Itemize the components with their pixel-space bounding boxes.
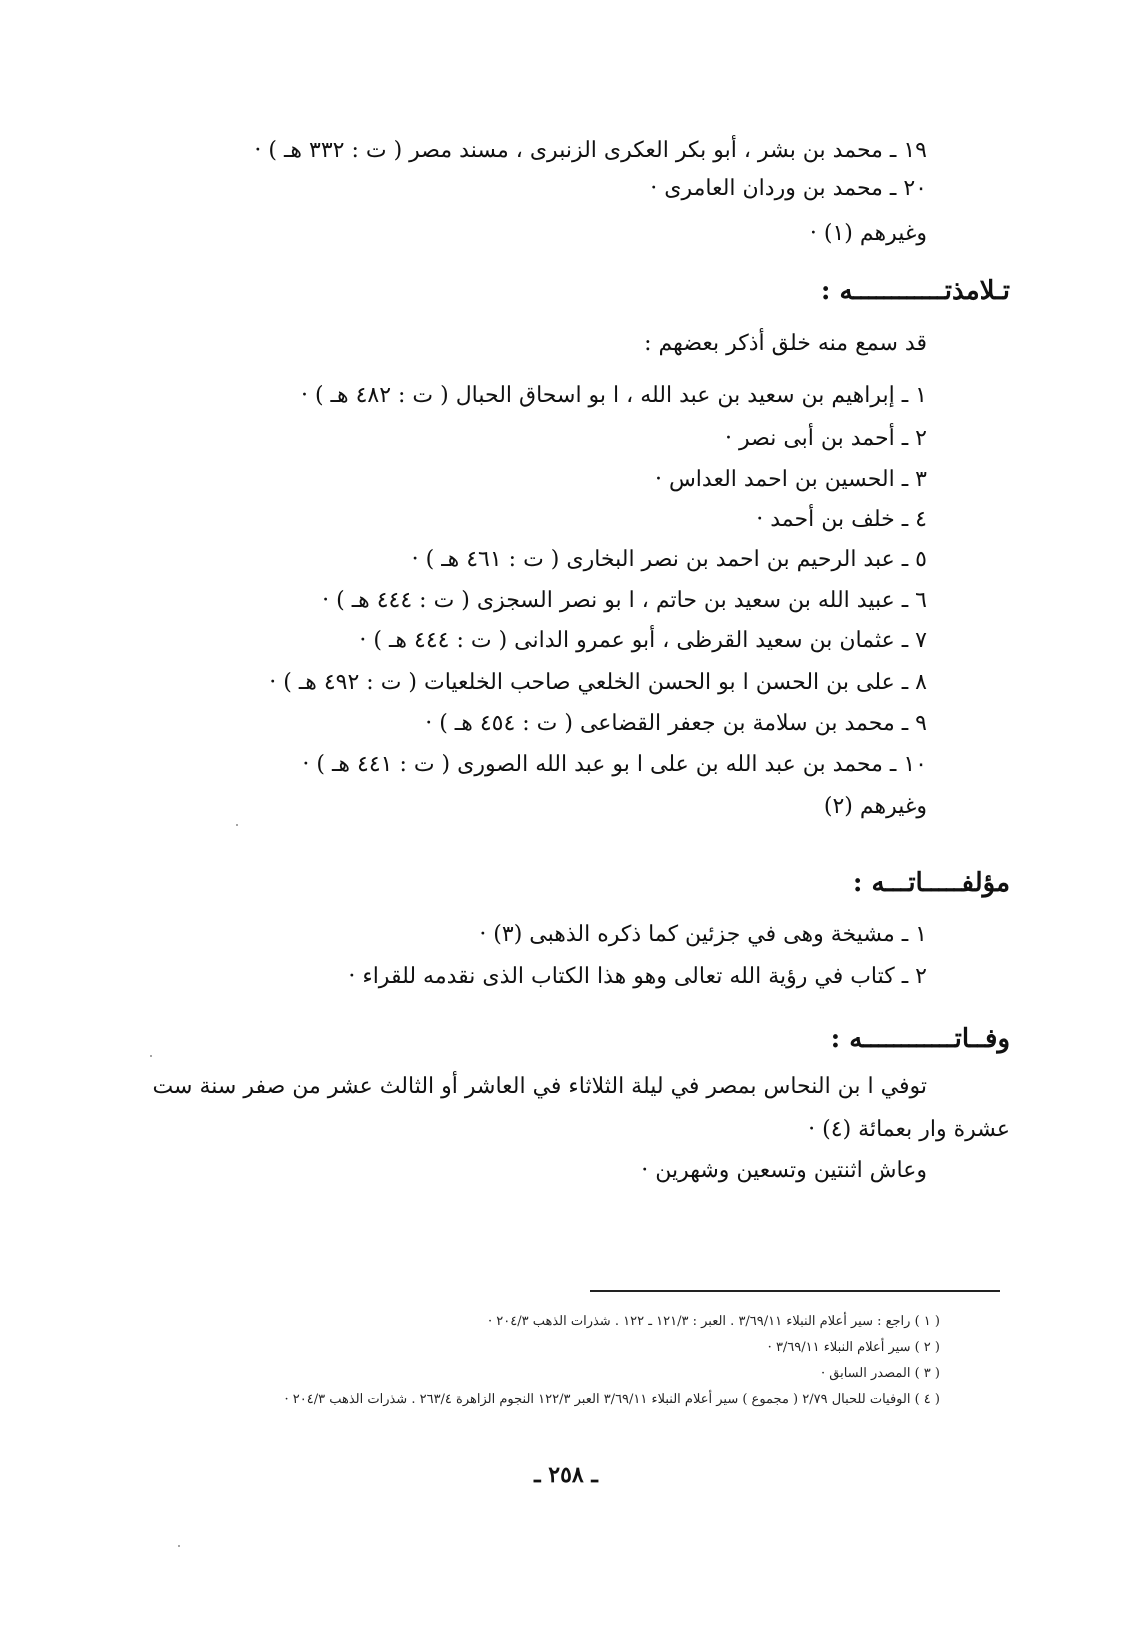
student-item: ٦ ـ عبيد الله بن سعيد بن حاتم ، ا بو نصر السجزى ( ت : ٤٤٤ هـ ) · <box>322 588 927 613</box>
students-heading: تـلامذتــــــــــــه : <box>820 276 1010 306</box>
page-number: ـ ٢٥٨ ـ <box>534 1462 598 1488</box>
student-item: ٥ ـ عبد الرحيم بن احمد بن نصر البخارى ( ت : ٤٦١ هـ ) · <box>411 547 927 572</box>
teachers-others: وغيرهم (١) · <box>809 221 927 246</box>
death-heading: وفــاتــــــــــــه : <box>830 1024 1010 1054</box>
footnote-3: ( ٣ ) المصدر السابق · <box>821 1366 940 1381</box>
teacher-item-19: ١٩ ـ محمد بن بشر ، أبو بكر العكرى الزنبرى ، مسند مصر ( ت : ٣٣٢ هـ ) · <box>254 138 927 163</box>
student-item: ٩ ـ محمد بن سلامة بن جعفر القضاعى ( ت : ٤٥٤ هـ ) · <box>425 711 927 736</box>
student-item: ١٠ ـ محمد بن عبد الله بن على ا بو عبد الله الصورى ( ت : ٤٤١ هـ ) · <box>302 752 927 777</box>
student-item: ٢ ـ أحمد بن أبى نصر · <box>725 426 927 451</box>
footnote-separator <box>590 1290 1000 1292</box>
lifespan-text: وعاش اثنتين وتسعين وشهرين · <box>641 1158 927 1183</box>
footnote-1: ( ١ ) راجع : سير أعلام النبلاء ٣/٦٩/١١ . العبر : ١٢١/٣ ـ ١٢٢ . شذرات الذهب ٢٠٤/٣ · <box>488 1314 940 1329</box>
students-others: وغيرهم (٢) <box>823 794 927 819</box>
death-text-line-1: توفي ا بن النحاس بمصر في ليلة الثلاثاء في العاشر أو الثالث عشر من صفر سنة ست <box>152 1074 927 1099</box>
student-item: ٨ ـ على بن الحسن ا بو الحسن الخلعي صاحب الخلعيات ( ت : ٤٩٢ هـ ) · <box>269 670 927 695</box>
student-item: ١ ـ إبراهيم بن سعيد بن عبد الله ، ا بو اسحاق الحبال ( ت : ٤٨٢ هـ ) · <box>300 383 927 408</box>
footnote-2: ( ٢ ) سير أعلام النبلاء ٣/٦٩/١١ · <box>767 1340 940 1355</box>
students-intro: قد سمع منه خلق أذكر بعضهم : <box>644 331 927 356</box>
work-item: ٢ ـ كتاب في رؤية الله تعالى وهو هذا الكتاب الذى نقدمه للقراء · <box>348 964 927 989</box>
student-item: ٤ ـ خلف بن أحمد · <box>756 507 927 532</box>
student-item: ٧ ـ عثمان بن سعيد القرظى ، أبو عمرو الدانى ( ت : ٤٤٤ هـ ) · <box>359 628 927 653</box>
work-item: ١ ـ مشيخة وهى في جزئين كما ذكره الذهبى (٣) · <box>479 922 927 947</box>
death-text-line-2: عشرة وار بعمائة (٤) · <box>808 1117 1010 1142</box>
footnote-4: ( ٤ ) الوفيات للحبال ٢/٧٩ ( مجموع ) سير أعلام النبلاء ٣/٦٩/١١ العبر ١٢٢/٣ النجوم الزاهرة ٢٦٣/٤ . شذرات الذهب ٢٠٤/٣ · <box>284 1392 940 1407</box>
scan-speck <box>236 824 238 826</box>
student-item: ٣ ـ الحسين بن احمد العداس · <box>654 467 927 492</box>
scan-speck <box>178 1545 180 1547</box>
scan-speck <box>150 1055 152 1057</box>
teacher-item-20: ٢٠ ـ محمد بن وردان العامرى · <box>650 176 927 201</box>
works-heading: مؤلفـــــاتـــه : <box>852 868 1010 898</box>
